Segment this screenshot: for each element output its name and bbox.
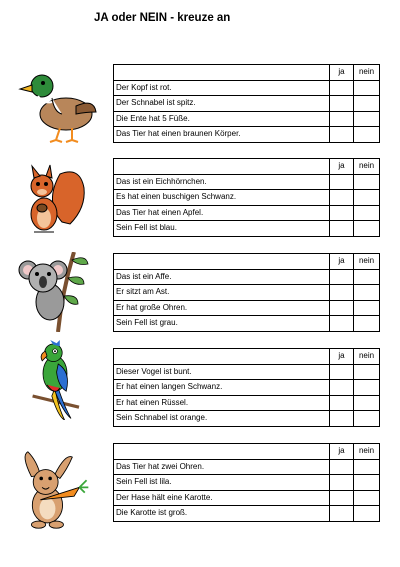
no-checkbox[interactable] xyxy=(354,316,380,332)
statement: Der Schnabel ist spitz. xyxy=(114,96,330,112)
yes-checkbox[interactable] xyxy=(330,269,354,285)
statement: Die Ente hat 5 Füße. xyxy=(114,111,330,127)
statement: Er sitzt am Ast. xyxy=(114,285,330,301)
statement: Er hat einen Rüssel. xyxy=(114,395,330,411)
statement: Er hat einen langen Schwanz. xyxy=(114,380,330,396)
table-row xyxy=(114,190,380,206)
yes-checkbox[interactable] xyxy=(330,411,354,427)
statement: Der Kopf ist rot. xyxy=(114,80,330,96)
yes-checkbox[interactable] xyxy=(330,205,354,221)
question-table-2 xyxy=(113,158,380,237)
question-table-1 xyxy=(113,64,380,143)
statement: Der Hase hält eine Karotte. xyxy=(114,490,330,506)
statement: Das Tier hat einen braunen Körper. xyxy=(114,127,330,143)
no-header: nein xyxy=(354,349,380,365)
statement: Das ist ein Affe. xyxy=(114,269,330,285)
yes-checkbox[interactable] xyxy=(330,380,354,396)
table-row xyxy=(114,380,380,396)
no-checkbox[interactable] xyxy=(354,221,380,237)
table-row xyxy=(114,127,380,143)
yes-checkbox[interactable] xyxy=(330,96,354,112)
worksheet-title: JA oder NEIN - kreuze an xyxy=(94,12,231,24)
no-checkbox[interactable] xyxy=(354,174,380,190)
statement: Sein Schnabel ist orange. xyxy=(114,411,330,427)
table-row xyxy=(114,316,380,332)
no-checkbox[interactable] xyxy=(354,269,380,285)
table-row xyxy=(114,285,380,301)
table-row xyxy=(114,269,380,285)
no-checkbox[interactable] xyxy=(354,190,380,206)
statement: Die Karotte ist groß. xyxy=(114,506,330,522)
no-checkbox[interactable] xyxy=(354,490,380,506)
koala-icon xyxy=(14,252,104,332)
statement: Das Tier hat einen Apfel. xyxy=(114,205,330,221)
no-checkbox[interactable] xyxy=(354,395,380,411)
table-row xyxy=(114,459,380,475)
yes-header: ja xyxy=(330,254,354,270)
no-header: nein xyxy=(354,254,380,270)
no-checkbox[interactable] xyxy=(354,459,380,475)
yes-checkbox[interactable] xyxy=(330,506,354,522)
parrot-icon xyxy=(14,340,104,420)
yes-checkbox[interactable] xyxy=(330,285,354,301)
table-row xyxy=(114,96,380,112)
no-checkbox[interactable] xyxy=(354,506,380,522)
statement: Dieser Vogel ist bunt. xyxy=(114,364,330,380)
yes-checkbox[interactable] xyxy=(330,364,354,380)
statement: Sein Fell ist grau. xyxy=(114,316,330,332)
yes-header: ja xyxy=(330,349,354,365)
table-row xyxy=(114,111,380,127)
no-checkbox[interactable] xyxy=(354,364,380,380)
no-header: nein xyxy=(354,159,380,175)
no-checkbox[interactable] xyxy=(354,127,380,143)
yes-checkbox[interactable] xyxy=(330,300,354,316)
yes-checkbox[interactable] xyxy=(330,475,354,491)
no-checkbox[interactable] xyxy=(354,111,380,127)
statement: Sein Fell ist lila. xyxy=(114,475,330,491)
no-header: nein xyxy=(354,65,380,81)
no-checkbox[interactable] xyxy=(354,475,380,491)
yes-header: ja xyxy=(330,159,354,175)
table-row xyxy=(114,221,380,237)
table-row xyxy=(114,205,380,221)
yes-checkbox[interactable] xyxy=(330,490,354,506)
statement: Er hat große Ohren. xyxy=(114,300,330,316)
yes-header: ja xyxy=(330,65,354,81)
no-checkbox[interactable] xyxy=(354,380,380,396)
yes-checkbox[interactable] xyxy=(330,221,354,237)
table-row xyxy=(114,300,380,316)
statement: Das ist ein Eichhörnchen. xyxy=(114,174,330,190)
yes-checkbox[interactable] xyxy=(330,459,354,475)
yes-checkbox[interactable] xyxy=(330,127,354,143)
no-checkbox[interactable] xyxy=(354,96,380,112)
statement: Sein Fell ist blau. xyxy=(114,221,330,237)
table-row xyxy=(114,506,380,522)
no-checkbox[interactable] xyxy=(354,80,380,96)
table-row xyxy=(114,395,380,411)
table-row xyxy=(114,80,380,96)
statement: Es hat einen buschigen Schwanz. xyxy=(114,190,330,206)
table-row xyxy=(114,411,380,427)
no-checkbox[interactable] xyxy=(354,205,380,221)
yes-checkbox[interactable] xyxy=(330,395,354,411)
duck-icon xyxy=(14,68,104,148)
no-checkbox[interactable] xyxy=(354,300,380,316)
squirrel-icon xyxy=(14,162,104,242)
yes-header: ja xyxy=(330,444,354,460)
question-table-4 xyxy=(113,348,380,427)
yes-checkbox[interactable] xyxy=(330,80,354,96)
statement: Das Tier hat zwei Ohren. xyxy=(114,459,330,475)
no-checkbox[interactable] xyxy=(354,285,380,301)
table-row xyxy=(114,475,380,491)
yes-checkbox[interactable] xyxy=(330,316,354,332)
no-header: nein xyxy=(354,444,380,460)
rabbit-icon xyxy=(14,450,104,530)
question-table-3 xyxy=(113,253,380,332)
table-row xyxy=(114,364,380,380)
question-table-5 xyxy=(113,443,380,522)
table-row xyxy=(114,490,380,506)
yes-checkbox[interactable] xyxy=(330,174,354,190)
yes-checkbox[interactable] xyxy=(330,190,354,206)
no-checkbox[interactable] xyxy=(354,411,380,427)
table-row xyxy=(114,174,380,190)
yes-checkbox[interactable] xyxy=(330,111,354,127)
